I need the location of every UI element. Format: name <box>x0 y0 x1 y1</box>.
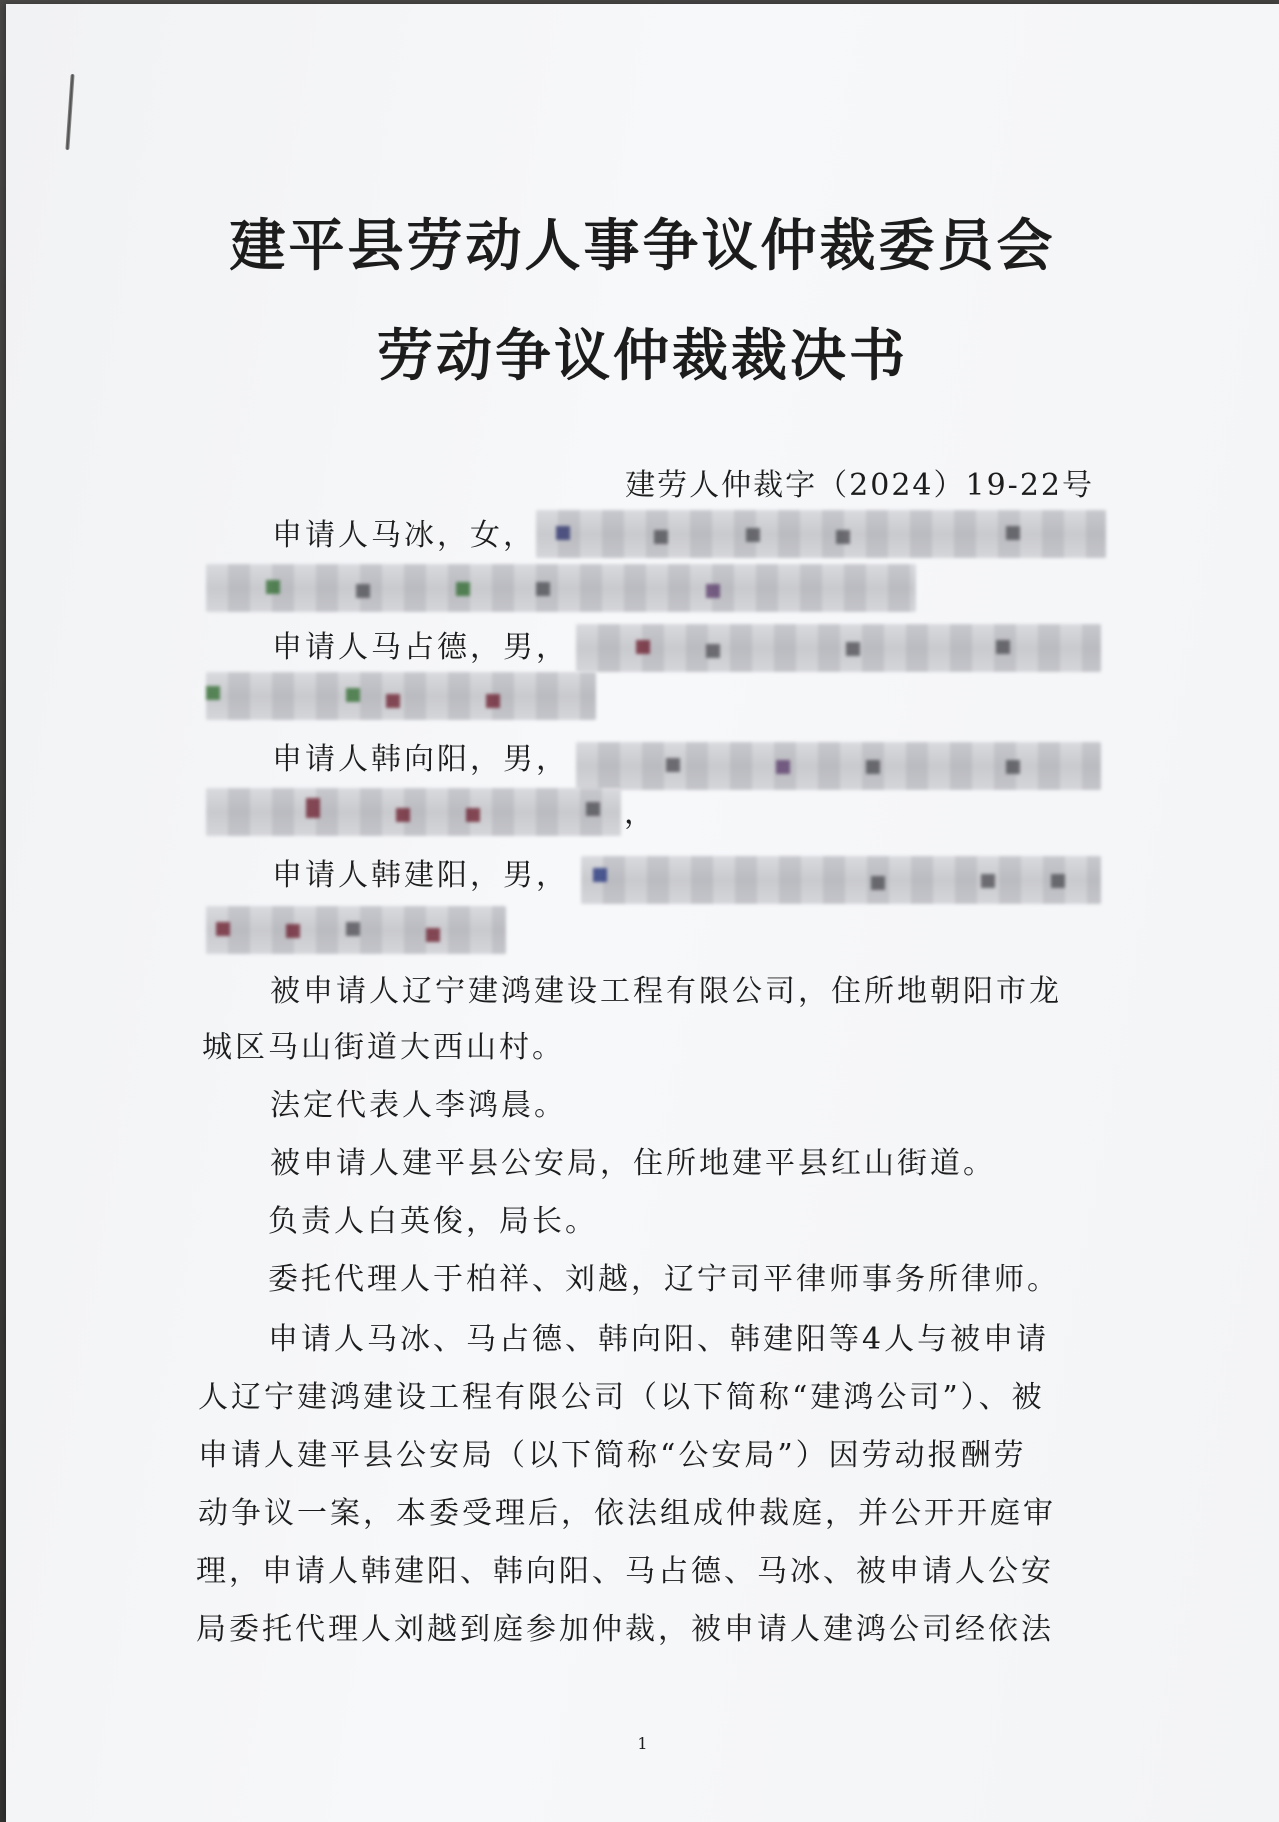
case-paragraph-line: 动争议一案，本委受理后，依法组成仲裁庭，并公开开庭审 <box>198 1496 1056 1531</box>
respondent-2-line: 被申请人建平县公安局，住所地建平县红山街道。 <box>270 1146 996 1181</box>
responsible-person: 负责人白英俊，局长。 <box>268 1204 598 1239</box>
document-title-award: 劳动争议仲裁裁决书 <box>377 323 908 389</box>
redacted-block <box>536 510 1106 558</box>
applicant-line-end: ， <box>624 796 657 831</box>
case-paragraph-line: 理，申请人韩建阳、韩向阳、马占德、马冰、被申请人公安 <box>196 1554 1054 1589</box>
case-paragraph-line: 人辽宁建鸿建设工程有限公司（以下简称“建鸿公司”）、被 <box>198 1380 1045 1415</box>
case-number: 建劳人仲裁字（2024）19-22号 <box>625 468 1094 503</box>
applicant-line: 申请人马冰，女， <box>272 518 536 553</box>
redacted-block <box>206 906 506 954</box>
staple <box>65 74 74 150</box>
case-paragraph-line: 局委托代理人刘越到庭参加仲裁，被申请人建鸿公司经依法 <box>196 1612 1054 1647</box>
redacted-block <box>206 564 916 612</box>
page-number: 1 <box>637 1734 648 1753</box>
redacted-block <box>581 856 1101 904</box>
case-paragraph-line: 申请人马冰、马占德、韩向阳、韩建阳等4人与被申请 <box>268 1322 1050 1357</box>
applicant-line: 申请人韩建阳，男， <box>272 858 569 893</box>
redacted-block <box>206 788 621 836</box>
document-page <box>6 4 1279 1822</box>
document-title-committee: 建平县劳动人事争议仲裁委员会 <box>229 213 1056 279</box>
redacted-block <box>206 672 596 720</box>
authorized-agents: 委托代理人于柏祥、刘越，辽宁司平律师事务所律师。 <box>268 1262 1060 1297</box>
redacted-block <box>576 624 1101 672</box>
respondent-1-line: 被申请人辽宁建鸿建设工程有限公司，住所地朝阳市龙 <box>270 974 1062 1009</box>
legal-representative: 法定代表人李鸿晨。 <box>270 1088 567 1123</box>
applicant-line: 申请人韩向阳，男， <box>272 742 569 777</box>
respondent-1-address: 城区马山街道大西山村。 <box>202 1030 565 1065</box>
redacted-block <box>576 742 1101 790</box>
applicant-line: 申请人马占德，男， <box>272 630 569 665</box>
case-paragraph-line: 申请人建平县公安局（以下简称“公安局”）因劳动报酬劳 <box>198 1438 1027 1473</box>
